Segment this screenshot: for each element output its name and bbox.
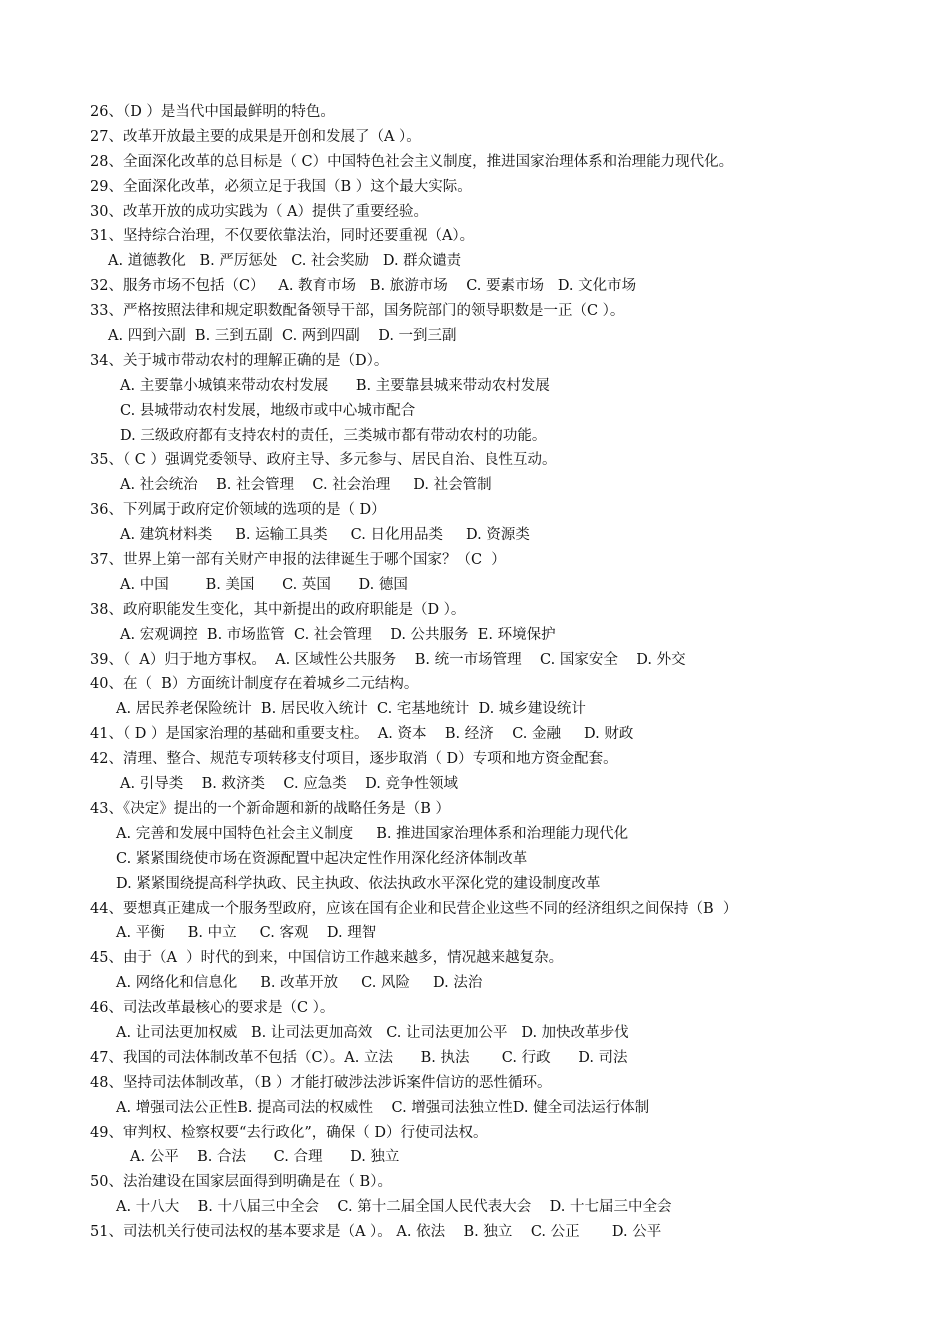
- question-line: 30、改革开放的成功实践为（ A）提供了重要经验。: [90, 203, 429, 220]
- question-line: 31、坚持综合治理，不仅要依靠法治，同时还要重视（A）。: [90, 228, 475, 245]
- options-line: A. 引导类 B. 救济类 C. 应急类 D. 竞争性领域: [120, 776, 458, 793]
- question-line: 50、法治建设在国家层面得到明确是在（ B）。: [90, 1174, 392, 1191]
- question-line: 43、《决定》提出的一个新命题和新的战略任务是（B ）: [90, 800, 450, 817]
- options-line: A. 公平 B. 合法 C. 合理 D. 独立: [130, 1149, 400, 1166]
- question-line: 46、司法改革最核心的要求是（C ）。: [90, 1000, 335, 1017]
- question-line: 45、由于（A ）时代的到来，中国信访工作越来越多，情况越来越复杂。: [90, 950, 564, 967]
- options-line: C. 紧紧围绕使市场在资源配置中起决定性作用深化经济体制改革: [116, 850, 528, 867]
- options-line: C. 县城带动农村发展，地级市或中心城市配合: [120, 402, 416, 419]
- options-line: A. 四到六副 B. 三到五副 C. 两到四副 D. 一到三副: [108, 328, 457, 345]
- question-line: 41、（ D ）是国家治理的基础和重要支柱。 A. 资本 B. 经济 C. 金融 D. 财政: [90, 726, 634, 743]
- question-line: 49、审判权、检察权要“去行政化”，确保（ D）行使司法权。: [90, 1124, 488, 1141]
- options-line: A. 十八大 B. 十八届三中全会 C. 第十二届全国人民代表大会 D. 十七届三中全会: [116, 1199, 672, 1216]
- options-line: A. 中国 B. 美国 C. 英国 D. 德国: [120, 576, 408, 593]
- question-line: 51、司法机关行使司法权的基本要求是（A ）。 A. 依法 B. 独立 C. 公正 D. 公平: [90, 1224, 662, 1241]
- options-line: A. 让司法更加权威 B. 让司法更加高效 C. 让司法更加公平 D. 加快改革步伐: [116, 1024, 629, 1041]
- question-line: 36、下列属于政府定价领域的选项的是（ D）: [90, 502, 386, 519]
- question-line: 42、清理、整合、规范专项转移支付项目，逐步取消（ D）专项和地方资金配套。: [90, 751, 618, 768]
- question-line: 32、服务市场不包括（C） A. 教育市场 B. 旅游市场 C. 要素市场 D. 文化市场: [90, 278, 637, 295]
- question-line: 40、在（ B）方面统计制度存在着城乡二元结构。: [90, 676, 419, 693]
- options-line: A. 居民养老保险统计 B. 居民收入统计 C. 宅基地统计 D. 城乡建设统计: [116, 701, 586, 718]
- question-list: [90, 100, 890, 1245]
- options-line: D. 三级政府都有支持农村的责任，三类城市都有带动农村的功能。: [120, 427, 547, 444]
- question-line: 26、（D ）是当代中国最鲜明的特色。: [90, 104, 335, 120]
- question-line: 44、要想真正建成一个服务型政府，应该在国有企业和民营企业这些不同的经济组织之间保持（B ）: [90, 900, 738, 917]
- question-line: 47、我国的司法体制改革不包括（C）。A. 立法 B. 执法 C. 行政 D. 司法: [90, 1049, 628, 1066]
- options-line: A. 主要靠小城镇来带动农村发展 B. 主要靠县城来带动农村发展: [120, 377, 550, 394]
- options-line: D. 紧紧围绕提高科学执政、民主执政、依法执政水平深化党的建设制度改革: [116, 875, 601, 892]
- question-line: 38、政府职能发生变化，其中新提出的政府职能是（D ）。: [90, 601, 466, 618]
- options-line: A. 道德教化 B. 严厉惩处 C. 社会奖励 D. 群众谴责: [108, 253, 462, 270]
- options-line: A. 建筑材料类 B. 运输工具类 C. 日化用品类 D. 资源类: [120, 527, 530, 544]
- question-line: 37、世界上第一部有关财产申报的法律诞生于哪个国家？（C ）: [90, 552, 506, 569]
- question-line: 35、（ C ）强调党委领导、政府主导、多元参与、居民自治、良性互动。: [90, 452, 557, 469]
- options-line: A. 平衡 B. 中立 C. 客观 D. 理智: [116, 925, 377, 942]
- question-line: 33、严格按照法律和规定职数配备领导干部，国务院部门的领导职数是一正（C ）。: [90, 303, 625, 320]
- options-line: A. 完善和发展中国特色社会主义制度 B. 推进国家治理体系和治理能力现代化: [116, 825, 629, 842]
- question-line: 27、改革开放最主要的成果是开创和发展了（A ）。: [90, 128, 421, 145]
- question-line: 48、坚持司法体制改革，（B ）才能打破涉法涉诉案件信访的恶性循环。: [90, 1074, 552, 1091]
- options-line: A. 增强司法公正性B. 提高司法的权威性 C. 增强司法独立性D. 健全司法运行体制: [116, 1099, 650, 1116]
- question-line: 28、全面深化改革的总目标是（ C）中国特色社会主义制度，推进国家治理体系和治理能力现代化。: [90, 153, 734, 170]
- options-line: A. 社会统治 B. 社会管理 C. 社会治理 D. 社会管制: [120, 477, 492, 494]
- question-line: 39、（ A）归于地方事权。 A. 区域性公共服务 B. 统一市场管理 C. 国家安全 D. 外交: [90, 651, 686, 668]
- question-line: 29、全面深化改革，必须立足于我国（B ）这个最大实际。: [90, 178, 472, 195]
- question-line: 34、关于城市带动农村的理解正确的是（D）。: [90, 352, 389, 369]
- options-line: A. 宏观调控 B. 市场监管 C. 社会管理 D. 公共服务 E. 环境保护: [120, 626, 556, 643]
- options-line: A. 网络化和信息化 B. 改革开放 C. 风险 D. 法治: [116, 975, 483, 992]
